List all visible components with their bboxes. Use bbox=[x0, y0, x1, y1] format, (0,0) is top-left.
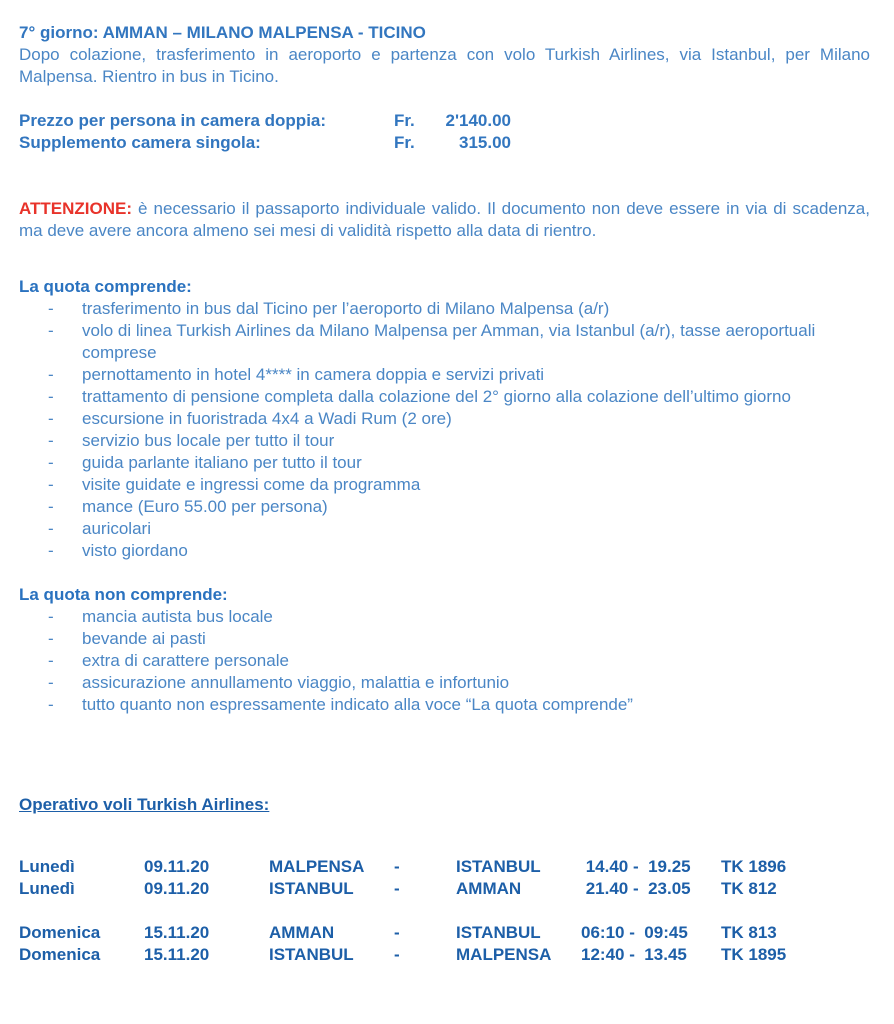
dash-bullet: - bbox=[48, 629, 54, 648]
excludes-list bbox=[19, 606, 870, 716]
dash-bullet: - bbox=[48, 409, 54, 428]
list-item: - visite guidate e ingressi come da programma bbox=[48, 475, 421, 494]
dash-bullet: - bbox=[48, 321, 54, 340]
dash-bullet: - bbox=[48, 695, 54, 714]
dash-bullet: - bbox=[48, 431, 54, 450]
dash-bullet: - bbox=[48, 651, 54, 670]
list-item: - tutto quanto non espressamente indicato alla voce “La quota comprende” bbox=[48, 695, 633, 714]
list-item: - escursione in fuoristrada 4x4 a Wadi Rum (2 ore) bbox=[48, 409, 452, 428]
flight-times: 06:10 - 09:45 bbox=[581, 923, 688, 942]
list-item: - volo di linea Turkish Airlines da Milano Malpensa per Amman, via Istanbul (a/r), tasse aeroportuali comprese bbox=[48, 321, 816, 362]
dash-bullet: - bbox=[48, 519, 54, 538]
flight-row bbox=[19, 944, 870, 966]
attention-text: è necessario il passaporto individuale valido. Il documento non deve essere in via di scadenza, ma deve avere ancora almeno sei mesi di validità rispetto alla data di rientro. bbox=[19, 199, 870, 240]
flight-day: Domenica bbox=[19, 945, 101, 964]
attention-note bbox=[19, 198, 870, 242]
price-row-double bbox=[19, 110, 870, 132]
attention-label: ATTENZIONE: bbox=[19, 199, 133, 218]
flight-row bbox=[19, 922, 870, 944]
flight-from: MALPENSA bbox=[269, 857, 365, 876]
flight-day: Lunedì bbox=[19, 857, 75, 876]
flights-title: Operativo voli Turkish Airlines: bbox=[19, 795, 270, 814]
flight-date: 15.11.20 bbox=[144, 945, 210, 964]
excludes-title: La quota non comprende: bbox=[19, 585, 228, 604]
dash-bullet: - bbox=[48, 607, 54, 626]
flight-day: Lunedì bbox=[19, 879, 75, 898]
document-page bbox=[19, 22, 870, 966]
flight-to: MALPENSA bbox=[456, 945, 552, 964]
flight-date: 09.11.20 bbox=[144, 879, 210, 898]
list-item: - extra di carattere personale bbox=[48, 651, 289, 670]
flight-from: ISTANBUL bbox=[269, 945, 354, 964]
price-currency: Fr. bbox=[394, 111, 415, 130]
list-item: - visto giordano bbox=[48, 541, 188, 560]
flight-code: TK 1896 bbox=[721, 857, 787, 876]
dash-bullet: - bbox=[48, 497, 54, 516]
flight-times: 12:40 - 13.45 bbox=[581, 945, 687, 964]
list-item: - auricolari bbox=[48, 519, 151, 538]
flight-times: 21.40 - 23.05 bbox=[581, 879, 691, 898]
flights-table bbox=[19, 856, 870, 966]
flight-separator: - bbox=[394, 857, 400, 876]
flight-separator: - bbox=[394, 923, 400, 942]
flight-to: ISTANBUL bbox=[456, 923, 541, 942]
flight-times: 14.40 - 19.25 bbox=[581, 857, 691, 876]
list-item: - servizio bus locale per tutto il tour bbox=[48, 431, 335, 450]
flight-from: AMMAN bbox=[269, 923, 335, 942]
includes-title: La quota comprende: bbox=[19, 277, 192, 296]
price-value: 2'140.00 bbox=[445, 111, 511, 130]
flight-date: 15.11.20 bbox=[144, 923, 210, 942]
day-title: 7° giorno: AMMAN – MILANO MALPENSA - TICINO bbox=[19, 23, 426, 42]
day-description: Dopo colazione, trasferimento in aeroporto e partenza con volo Turkish Airlines, via Istanbul, per Milano Malpensa. Rientro in bus in Ticino. bbox=[19, 45, 870, 86]
flight-code: TK 1895 bbox=[721, 945, 787, 964]
flight-separator: - bbox=[394, 879, 400, 898]
price-label: Prezzo per persona in camera doppia: bbox=[19, 111, 327, 130]
flight-row bbox=[19, 856, 870, 878]
dash-bullet: - bbox=[48, 453, 54, 472]
flight-code: TK 813 bbox=[721, 923, 777, 942]
price-label: Supplemento camera singola: bbox=[19, 133, 261, 152]
flight-code: TK 812 bbox=[721, 879, 777, 898]
list-item: - assicurazione annullamento viaggio, malattia e infortunio bbox=[48, 673, 510, 692]
list-item: - mance (Euro 55.00 per persona) bbox=[48, 497, 328, 516]
includes-list bbox=[19, 298, 870, 562]
list-item: - bevande ai pasti bbox=[48, 629, 206, 648]
flight-separator: - bbox=[394, 945, 400, 964]
flight-to: AMMAN bbox=[456, 879, 522, 898]
dash-bullet: - bbox=[48, 299, 54, 318]
flight-day: Domenica bbox=[19, 923, 101, 942]
list-item: - trasferimento in bus dal Ticino per l’aeroporto di Milano Malpensa (a/r) bbox=[48, 299, 610, 318]
flight-date: 09.11.20 bbox=[144, 857, 210, 876]
dash-bullet: - bbox=[48, 541, 54, 560]
list-item: - guida parlante italiano per tutto il tour bbox=[48, 453, 362, 472]
price-table bbox=[19, 110, 870, 154]
flight-to: ISTANBUL bbox=[456, 857, 541, 876]
dash-bullet: - bbox=[48, 365, 54, 384]
dash-bullet: - bbox=[48, 475, 54, 494]
price-value: 315.00 bbox=[459, 133, 511, 152]
flight-from: ISTANBUL bbox=[269, 879, 354, 898]
list-item: - mancia autista bus locale bbox=[48, 607, 273, 626]
price-currency: Fr. bbox=[394, 133, 415, 152]
price-row-single bbox=[19, 132, 870, 154]
dash-bullet: - bbox=[48, 387, 54, 406]
dash-bullet: - bbox=[48, 673, 54, 692]
list-item: - pernottamento in hotel 4**** in camera doppia e servizi privati bbox=[48, 365, 545, 384]
flight-row bbox=[19, 878, 870, 900]
list-item: - trattamento di pensione completa dalla colazione del 2° giorno alla colazione dell’ultimo giorno bbox=[48, 387, 791, 406]
